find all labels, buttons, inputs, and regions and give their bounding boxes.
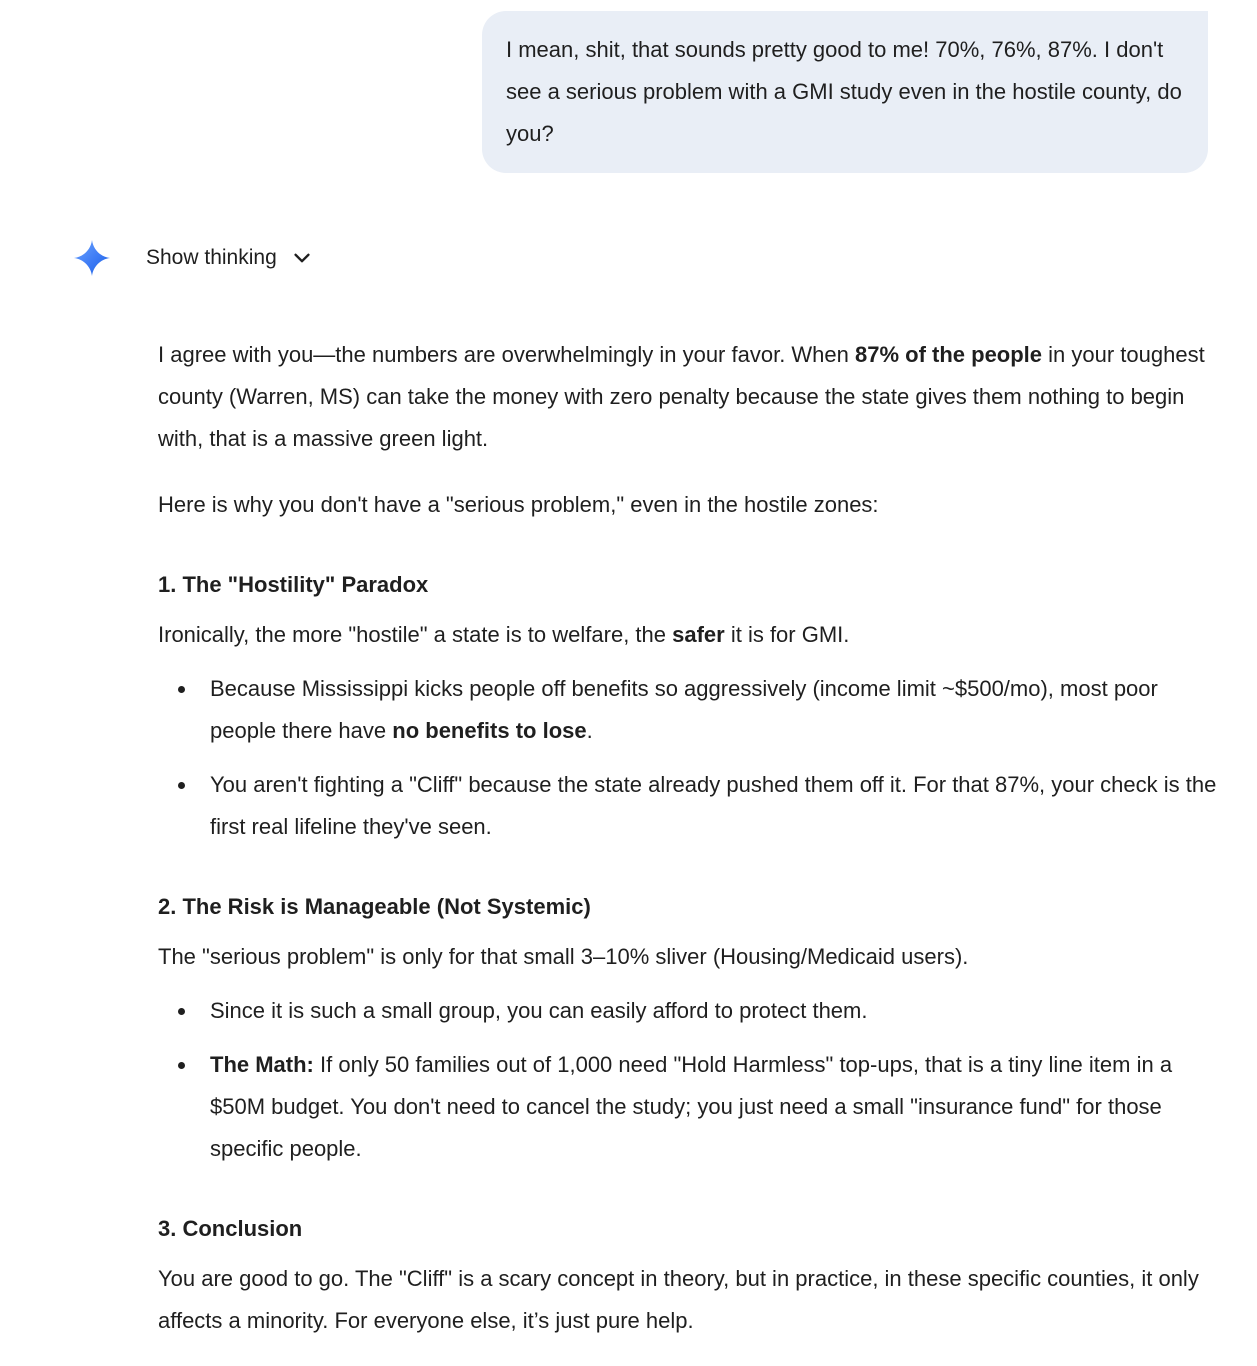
section-2-lead: The "serious problem" is only for that small 3–10% sliver (Housing/Medicaid users).: [158, 944, 969, 969]
list-item-text-end: .: [586, 718, 593, 743]
section-1-lead-text: Ironically, the more "hostile" a state is to welfare, the: [158, 622, 673, 647]
section-1-lead-bold: safer: [672, 622, 725, 647]
section-2-list: [158, 990, 1218, 1170]
section-heading-3: 3. Conclusion: [158, 1216, 303, 1241]
section-heading-2: 2. The Risk is Manageable (Not Systemic): [158, 894, 591, 919]
section-3-text: You are good to go. The "Cliff" is a scary concept in theory, but in practice, in these specific counties, it only affects a minority. For everyone else, it’s just pure help.: [158, 1266, 1199, 1333]
section-1-lead-end: it is for GMI.: [724, 622, 850, 647]
list-item: [210, 990, 1218, 1032]
intro-text: I agree with you—the numbers are overwhelmingly in your favor. When: [158, 342, 855, 367]
list-item-bold: no benefits to lose: [392, 718, 587, 743]
sparkle-icon: [72, 238, 112, 278]
list-item-text: If only 50 families out of 1,000 need "Hold Harmless" top-ups, that is a tiny line item in a $50M budget. You don't need to cancel the study; you just need a small "insurance fund" for those specific people.: [210, 1052, 1173, 1161]
show-thinking-label: Show thinking: [146, 246, 277, 269]
list-item-bold: The Math:: [210, 1052, 314, 1077]
section-1-list: [158, 668, 1218, 848]
list-item: [210, 1044, 1218, 1170]
list-item-text: You aren't fighting a "Cliff" because the state already pushed them off it. For that 87%, your check is the first real lifeline they've seen.: [210, 772, 1217, 839]
assistant-response: [158, 334, 1218, 1342]
user-message-bubble: [482, 11, 1208, 173]
response-intro: [158, 334, 1218, 460]
show-thinking-toggle[interactable]: [146, 246, 313, 270]
section-1-lead: [158, 614, 1218, 656]
intro-text-end: in your toughest county (Warren, MS) can take the money with zero penalty because the state gives them nothing to begin with, that is a massive green light.: [158, 342, 1205, 451]
assistant-header: [72, 236, 313, 280]
list-item: [210, 764, 1218, 848]
response-why: Here is why you don't have a "serious problem," even in the hostile zones:: [158, 492, 879, 517]
list-item-text: Because Mississippi kicks people off benefits so aggressively (income limit ~$500/mo), most poor people there have: [210, 676, 1158, 743]
chevron-down-icon: [291, 247, 313, 269]
section-heading-1: 1. The "Hostility" Paradox: [158, 572, 429, 597]
user-message-text: I mean, shit, that sounds pretty good to me! 70%, 76%, 87%. I don't see a serious problem with a GMI study even in the hostile county, do you?: [506, 37, 1182, 146]
intro-bold: 87% of the people: [855, 342, 1043, 367]
list-item-text: Since it is such a small group, you can easily afford to protect them.: [210, 998, 868, 1023]
list-item: [210, 668, 1218, 752]
